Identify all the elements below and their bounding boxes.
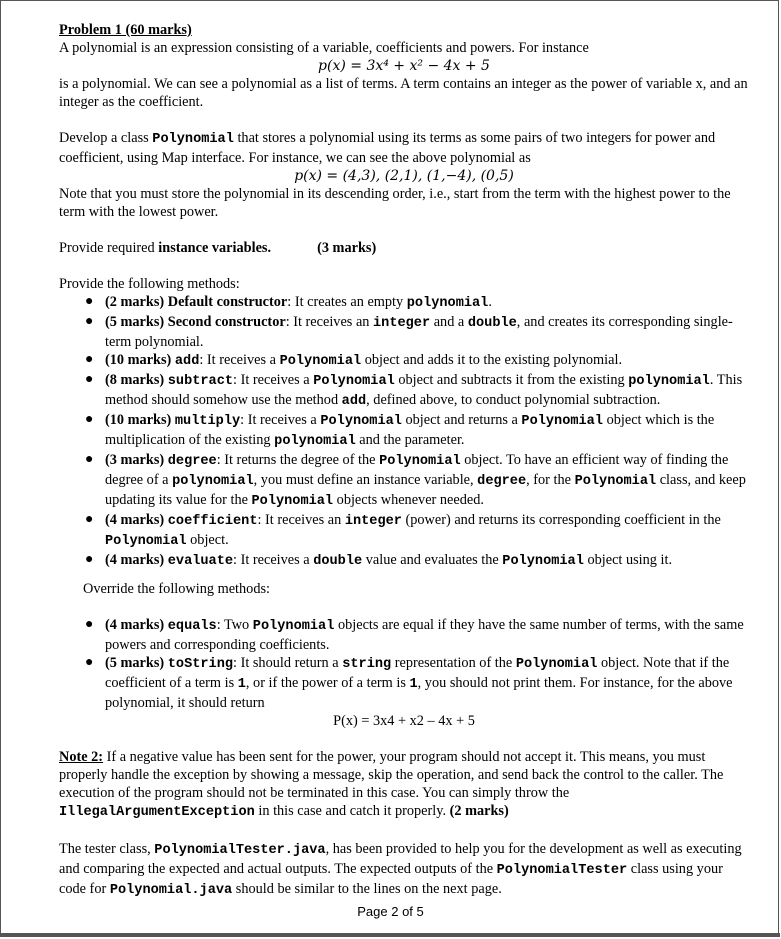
method-default-constructor: ● (2 marks) Default constructor: It creates an empty polynomial. [85, 294, 492, 311]
problem-title: Problem 1 (60 marks) [59, 22, 192, 38]
tostring-example: P(x) = 3x4 + x2 – 4x + 5 [333, 713, 475, 729]
page-number: Page 2 of 5 [357, 904, 424, 919]
page-bottom-border [1, 933, 780, 937]
descending-note: Note that you must store the polynomial in its descending order, i.e., start from the term with the highest power to the term with the lowest power. [59, 186, 731, 220]
method-coefficient: ● (4 marks) coefficient: It receives an integer (power) and returns its corresponding coefficient in the Polynomial object. [85, 512, 721, 549]
override-equals: ● (4 marks) equals: Two Polynomial objects are equal if they have the same number of terms, with the same powers and corresponding coefficients. [85, 617, 744, 653]
intro-line1: A polynomial is an expression consisting of a variable, coefficients and powers. For instance [59, 40, 589, 56]
develop-paragraph: Develop a class Polynomial that stores a polynomial using its terms as some pairs of two integers for power and coefficient, using Map interface. For instance, we can see the above polynomial as [59, 130, 716, 166]
overrides-list [59, 616, 749, 712]
tester-paragraph: The tester class, PolynomialTester.java, has been provided to help you for the development as well as executing and comparing the expected and actual outputs. The expected outputs of the PolynomialTester class using your code for Polynomial.java should be similar to the lines on the next page. [59, 841, 742, 898]
override-heading: Override the following methods: [83, 581, 271, 597]
method-multiply: ● (10 marks) multiply: It receives a Polynomial object and returns a Polynomial object which is the multiplication of the existing polynomial and the parameter. [85, 412, 715, 449]
note2-paragraph: Note 2: If a negative value has been sent for the power, your program should not accept it. This means, you must properly handle the exception by showing a message, skip the operation, and send back the control to the caller. The execution of the program should not be terminated in this case. You can simply throw the IllegalArgumentException in this case and catch it properly. (2 marks) [59, 749, 724, 820]
intro-formula: p(x) = 3x⁴ + x² − 4x + 5 [318, 58, 490, 74]
instance-variables-line: Provide required instance variables. (3 marks) [59, 240, 377, 256]
page-content [59, 21, 749, 900]
pairs-formula: p(x) = (4,3), (2,1), (1,−4), (0,5) [294, 168, 514, 184]
override-tostring: ● (5 marks) toString: It should return a string representation of the Polynomial object. Note that if the coefficient of a term is 1, or if the power of a term is 1, you should not print them. For instance, for the above polynomial, it should return [85, 655, 733, 711]
methods-heading: Provide the following methods: [59, 276, 240, 292]
method-degree: ● (3 marks) degree: It returns the degree of the Polynomial object. To have an efficient way of finding the degree of a polynomial, you must define an instance variable, degree, for the Polynomial class, and keep updating its value for the Polynomial objects whenever needed. [85, 452, 746, 509]
method-subtract: ● (8 marks) subtract: It receives a Polynomial object and subtracts it from the existing polynomial. This method should somehow use the method add, defined above, to conduct polynomial subtraction. [85, 372, 743, 409]
intro-line2: is a polynomial. We can see a polynomial as a list of terms. A term contains an integer as the power of variable x, and an integer as the coefficient. [59, 76, 748, 110]
methods-list [59, 293, 749, 571]
method-add: ● (10 marks) add: It receives a Polynomial object and adds it to the existing polynomial. [85, 352, 623, 369]
method-second-constructor: ● (5 marks) Second constructor: It receives an integer and a double, and creates its corresponding single-term polynomial. [85, 314, 733, 350]
method-evaluate: ● (4 marks) evaluate: It receives a double value and evaluates the Polynomial object using it. [85, 552, 673, 569]
